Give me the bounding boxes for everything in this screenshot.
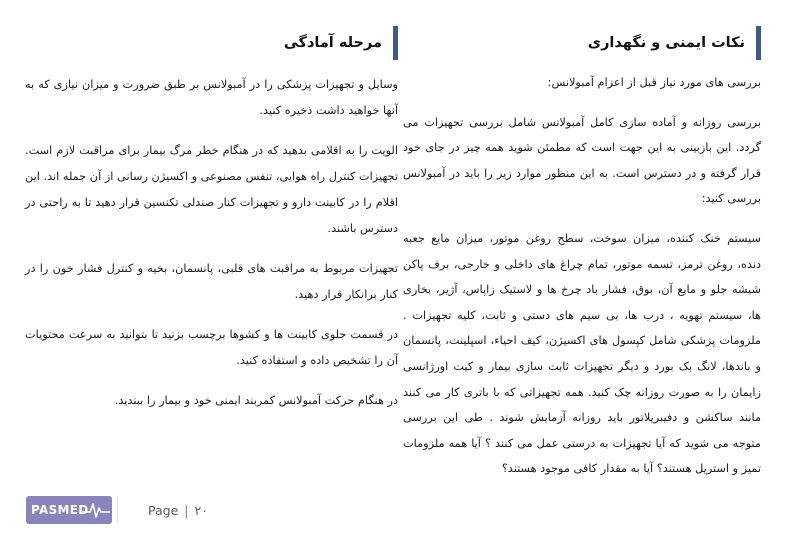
paragraph: سیستم خنک کننده، میزان سوخت، سطح روغن موتور، میزان مایع جعبه دنده، روغن ترمز، تسمه موتور، تمام چراغ های داخلی و خارجی، برف پاکن شیشه جلو و مایع آن، بوق، فشار باد چرخ ها و لاستیک زاپاس، آژیر، بخاری ها، سیستم تهویه ، درب ها، بی سیم های دستی و ثابت، کلیه تجهیزات . ملزومات پزشکی شامل کپسول های اکسیژن، کیف احیاء، اسپلینت، پانسمان و باندها، لانگ بک بورد و دیگر تجهیزات ثابت سازی بیمار و کیت اورژانسی زایمان را به صورت روزانه چک کنید. همه تجهیزاتی که با باتری کار می کنند مانند ساکشن و دفیبریلاتور باید روزانه آزمایش شوند . طی این بررسی متوجه می شوید که آیا تجهیزات به درستی عمل می کنند ؟ آیا همه ملزومات تمیز و استریل هستند؟ آیا به مقدار کافی موجود هستند؟ bbox=[403, 231, 761, 476]
paragraph: الویت را به اقلامی بدهید که در هنگام خطر مرگ بیمار برای مراقبت لازم است. تجهیزات کنترل راه هوایی، تنفس مصنوعی و اکسیژن رسانی از آن جمله اند. این اقلام را در کابینت دارو و تجهیزات کنار صندلی تکنسین قرار دهید تا به راحتی در دسترس باشند. bbox=[25, 144, 398, 235]
page-separator: | bbox=[184, 502, 189, 518]
left-column bbox=[25, 26, 398, 428]
paragraph: بررسی های مورد نیاز قبل از اعزام آمبولانس: bbox=[547, 76, 761, 89]
page-number-value: ۲۰ bbox=[194, 502, 208, 518]
right-column bbox=[403, 26, 761, 496]
paragraph: وسایل و تجهیزات پزشکی را در آمبولانس بر طبق ضرورت و میزان نیازی که به آنها خواهید داشت ذخیره کنید. bbox=[25, 78, 398, 117]
paragraph: در قسمت جلوی کابینت ها و کشوها برچسب بزنید تا بتوانید به سرعت محتویات آن را تشخیص داده و استفاده کنید. bbox=[25, 328, 398, 367]
pasmed-logo bbox=[26, 496, 112, 524]
paragraph: تجهیزات مربوط به مراقبت های قلبی، پانسمان، بخیه و کنترل فشار خون را در کنار برانکار قرار دهید. bbox=[25, 262, 398, 301]
logo-text: PASMED bbox=[31, 503, 89, 517]
page-number bbox=[148, 503, 208, 518]
page-footer bbox=[26, 495, 208, 525]
safety-maintenance-heading: نکات ایمنی و نگهداری bbox=[403, 26, 761, 60]
preparation-stage-heading: مرحله آمادگی bbox=[25, 26, 398, 60]
paragraph: در هنگام حرکت آمبولانس کمربند ایمنی خود و بیمار را ببندید. bbox=[114, 394, 398, 407]
page-label: Page bbox=[148, 502, 179, 518]
paragraph: بررسی روزانه و آماده سازی کامل آمبولانس شامل بررسی تجهیزات می گردد. این بازبینی به این جهت است که مطمئن شوید همه چیز در جای خود قرار گرفته و در دسترس است. به این منظور موارد زیر را باید در آمبولانس بررسی کنید: bbox=[403, 115, 761, 206]
